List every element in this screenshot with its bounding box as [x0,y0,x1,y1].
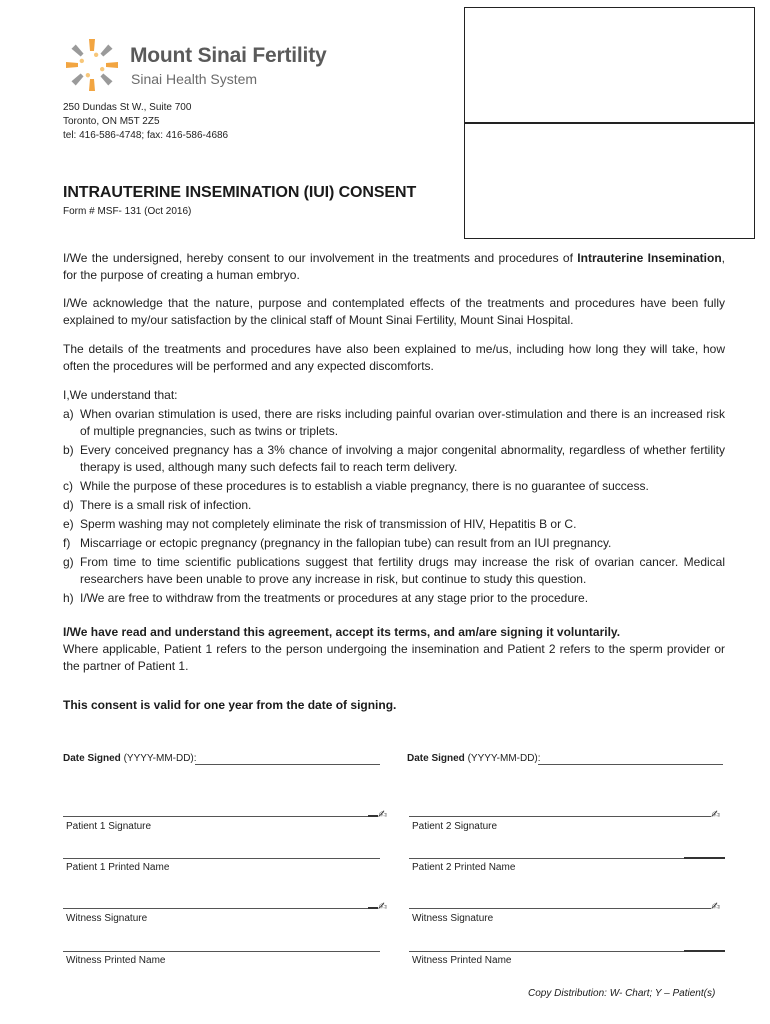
list-text: I/We are free to withdraw from the treatments or procedures at any stage prior to the procedure. [80,591,589,605]
consent-paragraph [63,250,725,284]
pen-icon: ✍ [378,809,388,821]
date-label-bold: Date Signed [63,753,121,764]
list-letter: e) [63,517,74,531]
list-text: Sperm washing may not completely eliminate the risk of transmission of HIV, Hepatitis B or C. [80,517,577,531]
witness-signature-label-right: Witness Signature [412,913,494,924]
date-signed-field-right[interactable] [538,764,723,765]
list-item [63,554,725,588]
agreement-section [63,624,725,675]
clinic-address [63,101,228,143]
paragraph-text: I/We the undersigned, hereby consent to our involvement in the treatments and procedures of [63,251,578,265]
list-text: While the purpose of these procedures is to establish a viable pregnancy, there is no guarantee of success. [80,479,649,493]
understanding-intro: I,We understand that: [63,388,178,402]
list-item [63,478,725,495]
address-line: 250 Dundas St W., Suite 700 [63,102,192,113]
list-item [63,497,725,514]
validity-statement: This consent is valid for one year from the date of signing. [63,698,397,712]
list-text: Miscarriage or ectopic pregnancy (pregnancy in the fallopian tube) can result from an IUI pregnancy. [80,536,612,550]
list-letter: h) [63,591,74,605]
pen-icon: ✍ [711,809,721,821]
patient2-name-label: Patient 2 Printed Name [412,862,516,873]
agreement-text: Where applicable, Patient 1 refers to the person undergoing the insemination and Patient 2 refers to the sperm provider or the partner of Patient 1. [63,642,725,673]
date-signed-label-right [407,753,541,764]
date-label-bold: Date Signed [407,753,465,764]
understanding-list [63,387,725,607]
patient1-signature-label: Patient 1 Signature [66,821,152,832]
patient1-name-field[interactable] [63,858,380,859]
signature-line-end [684,857,725,859]
date-format: (YYYY-MM-DD): [120,753,197,764]
witness-signature-field-right[interactable] [409,908,711,909]
logo-subtitle: Sinai Health System [131,71,258,87]
list-letter: b) [63,443,74,457]
pen-icon: ✍ [711,901,721,913]
patient-label-box-2 [464,122,755,239]
agreement-statement: I/We have read and understand this agreement, accept its terms, and am/are signing it voluntarily. [63,625,621,639]
list-item [63,516,725,533]
list-letter: a) [63,407,74,421]
patient2-name-field[interactable] [409,858,725,859]
list-item [63,406,725,440]
signature-line-end [684,950,725,952]
list-text: From time to time scientific publications suggest that fertility drugs may increase the risk of ovarian cancer. Medical researchers have been unable to prove any increase in risk, but continue to study this question. [80,555,725,586]
pen-icon: ✍ [378,901,388,913]
witness-signature-label-left: Witness Signature [66,913,148,924]
patient-label-box-1 [464,7,755,124]
list-item [63,442,725,476]
patient1-name-label: Patient 1 Printed Name [66,862,170,873]
paragraph-text: , for the purpose of creating a human embryo. [63,251,725,282]
list-text: When ovarian stimulation is used, there are risks including painful ovarian over-stimulation and there is an increased risk of multiple pregnancies, such as twins or triplets. [80,407,725,438]
details-paragraph: The details of the treatments and procedures have also been explained to me/us, including how long they will take, how often the procedures will be performed and any expected discomforts. [63,342,725,373]
witness-name-field-left[interactable] [63,951,380,952]
form-number: Form # MSF- 131 (Oct 2016) [63,206,192,217]
list-letter: c) [63,479,73,493]
list-text: Every conceived pregnancy has a 3% chance of involving a major congenital abnormality, regardless of whether fertility therapy is used, although many such defects fail to reach term delivery. [80,443,725,474]
witness-name-field-right[interactable] [409,951,725,952]
date-signed-label-left [63,753,197,764]
patient1-signature-field[interactable] [63,816,371,817]
witness-name-label-right: Witness Printed Name [412,955,512,966]
form-title: INTRAUTERINE INSEMINATION (IUI) CONSENT [63,184,417,201]
address-line: tel: 416-586-4748; fax: 416-586-4686 [63,130,229,141]
acknowledge-paragraph: I/We acknowledge that the nature, purpose and contemplated effects of the treatments and procedures have been fully explained to my/our satisfaction by the clinical staff of Mount Sinai Fertility, Mount Sinai Hospital. [63,296,725,327]
list-letter: g) [63,555,74,569]
patient2-signature-field[interactable] [409,816,711,817]
paragraph-bold-text: Intrauterine Insemination [577,251,722,265]
list-item [63,535,725,552]
patient2-signature-label: Patient 2 Signature [412,821,498,832]
logo-title: Mount Sinai Fertility [130,44,327,67]
copy-distribution-footer: Copy Distribution: W- Chart; Y – Patient(s) [528,988,716,999]
signature-line-end [368,815,378,817]
signature-line-end [368,907,378,909]
date-format: (YYYY-MM-DD): [464,753,541,764]
list-item [63,590,725,607]
date-signed-field-left[interactable] [195,764,380,765]
witness-signature-field-left[interactable] [63,908,371,909]
witness-name-label-left: Witness Printed Name [66,955,166,966]
mount-sinai-logo-icon [62,36,128,96]
list-letter: d) [63,498,74,512]
list-text: There is a small risk of infection. [80,498,252,512]
list-letter: f) [63,536,71,550]
address-line: Toronto, ON M5T 2Z5 [63,116,160,127]
